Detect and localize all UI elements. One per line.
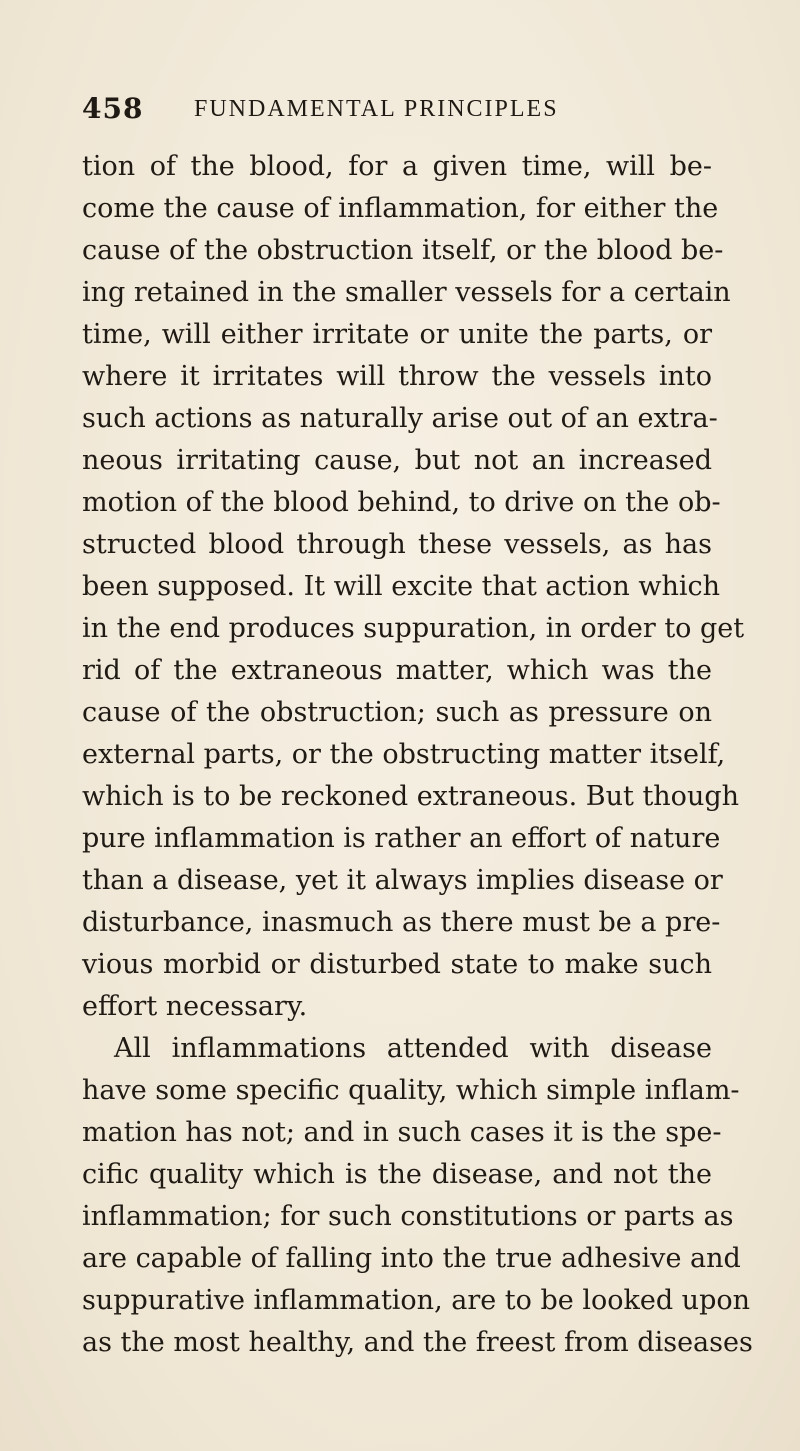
body-text <box>82 146 753 1364</box>
text-line: rid of the extraneous matter, which was the <box>82 655 712 686</box>
text-line: have some specific quality, which simple inflam- <box>82 1075 740 1106</box>
text-line: than a disease, yet it always implies disease or <box>82 865 723 896</box>
text-line: mation has not; and in such cases it is the spe- <box>82 1117 722 1148</box>
text-line: which is to be reckoned extraneous. But though <box>82 781 740 812</box>
text-line: external parts, or the obstructing matter itself, <box>82 739 726 770</box>
text-line: motion of the blood behind, to drive on the ob- <box>82 487 721 518</box>
text-line: tion of the blood, for a given time, will be- <box>82 151 712 182</box>
text-line: cause of the obstruction itself, or the blood be- <box>82 235 724 266</box>
page-number: 458 <box>82 92 144 125</box>
text-line: structed blood through these vessels, as has <box>82 529 712 560</box>
text-line: in the end produces suppuration, in order to get <box>82 613 745 644</box>
text-line: come the cause of inflammation, for either the <box>82 193 719 224</box>
text-line: cific quality which is the disease, and not the <box>82 1159 712 1190</box>
text-line: where it irritates will throw the vessels into <box>82 361 712 392</box>
text-line: vious morbid or disturbed state to make such <box>82 949 712 980</box>
text-line: been supposed. It will excite that action which <box>82 571 720 602</box>
text-line: inflammation; for such constitutions or parts as <box>82 1201 734 1232</box>
paragraph-end-line: effort necessary. <box>82 991 308 1022</box>
text-line: disturbance, inasmuch as there must be a pre- <box>82 907 721 938</box>
text-line: ing retained in the smaller vessels for a certain <box>82 277 731 308</box>
running-head: FUNDAMENTAL PRINCIPLES <box>194 96 559 122</box>
text-line: neous irritating cause, but not an increased <box>82 445 712 476</box>
text-line: are capable of falling into the true adhesive and <box>82 1243 741 1274</box>
text-line: pure inflammation is rather an effort of nature <box>82 823 721 854</box>
paragraph-start-line: All inflammations attended with disease <box>114 1033 712 1064</box>
text-line: such actions as naturally arise out of an extra- <box>82 403 718 434</box>
text-line: cause of the obstruction; such as pressure on <box>82 697 712 728</box>
text-line: suppurative inflammation, are to be looked upon <box>82 1285 750 1316</box>
text-line: as the most healthy, and the freest from diseases <box>82 1327 753 1358</box>
page-header <box>82 92 702 132</box>
text-line: time, will either irritate or unite the parts, or <box>82 319 712 350</box>
